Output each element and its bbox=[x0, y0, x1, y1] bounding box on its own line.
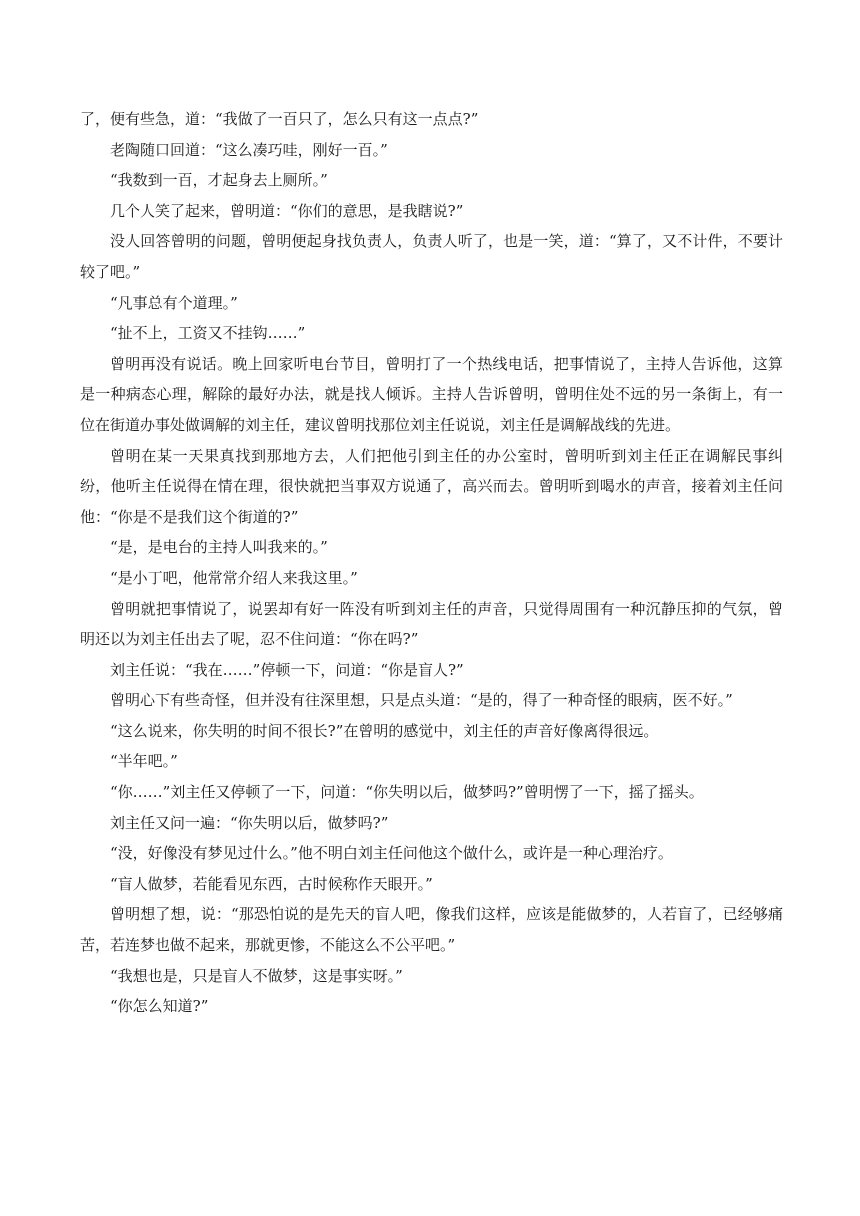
paragraph: 曾明就把事情说了，说罢却有好一阵没有听到刘主任的声音，只觉得周围有一种沉静压抑的气氛，曾明还以为刘主任出去了呢，忍不住问道：“你在吗?” bbox=[80, 599, 783, 649]
paragraph: “我想也是，只是盲人不做梦，这是事实呀。” bbox=[110, 966, 403, 985]
story-text bbox=[80, 104, 783, 1022]
paragraph: “盲人做梦，若能看见东西，古时候称作天眼开。” bbox=[110, 874, 433, 893]
paragraph: 几个人笑了起来，曾明道：“你们的意思，是我瞎说?” bbox=[110, 201, 464, 220]
paragraph: 曾明再没有说话。晚上回家听电台节目，曾明打了一个热线电话，把事情说了，主持人告诉他，这算是一种病态心理，解除的最好办法，就是找人倾诉。主持人告诉曾明，曾明住处不远的另一条街上，有一位在街道办事处做调解的刘主任，建议曾明找那位刘主任说说，刘主任是调解战线的先进。 bbox=[80, 354, 783, 434]
paragraph: “你怎么知道?” bbox=[110, 997, 209, 1016]
paragraph: 曾明心下有些奇怪，但并没有往深里想，只是点头道：“是的，得了一种奇怪的眼病，医不好。” bbox=[110, 691, 733, 710]
paragraph: “是，是电台的主持人叫我来的。” bbox=[110, 538, 328, 557]
paragraph: 刘主任说：“我在……”停顿一下，问道：“你是盲人?” bbox=[110, 660, 464, 679]
paragraph: 曾明想了想，说：“那恐怕说的是先天的盲人吧，像我们这样，应该是能做梦的，人若盲了，已经够痛苦，若连梦也做不起来，那就更惨，不能这么不公平吧。” bbox=[80, 905, 783, 955]
paragraph: “是小丁吧，他常常介绍人来我这里。” bbox=[110, 568, 358, 587]
paragraph: “扯不上，工资又不挂钩……” bbox=[110, 324, 306, 343]
paragraph: 老陶随口回道：“这么凑巧哇，刚好一百。” bbox=[110, 140, 388, 159]
paragraph: 没人回答曾明的问题，曾明便起身找负责人，负责人听了，也是一笑，道：“算了，又不计件，不要计较了吧。” bbox=[80, 232, 783, 281]
paragraph: 了，便有些急，道：“我做了一百只了，怎么只有这一点点?” bbox=[80, 110, 479, 128]
paragraph: “凡事总有个道理。” bbox=[110, 293, 238, 312]
paragraph: “你……”刘主任又停顿了一下，问道：“你失明以后，做梦吗?”曾明愣了一下，摇了摇头。 bbox=[110, 783, 704, 802]
paragraph: 曾明在某一天果真找到那地方去，人们把他引到主任的办公室时，曾明听到刘主任正在调解民事纠纷，他听主任说得在情在理，很快就把当事双方说通了，高兴而去。曾明听到喝水的声音，接着刘主任问他：“你是不是我们这个街道的?” bbox=[80, 446, 783, 526]
paragraph: “这么说来，你失明的时间不很长?”在曾明的感觉中，刘主任的声音好像离得很远。 bbox=[110, 721, 659, 740]
paragraph: 刘主任又问一遍：“你失明以后，做梦吗?” bbox=[110, 813, 389, 832]
paragraph: “半年吧。” bbox=[110, 752, 178, 771]
paragraph: “没，好像没有梦见过什么。”他不明白刘主任问他这个做什么，或许是一种心理治疗。 bbox=[110, 844, 673, 863]
paragraph: “我数到一百，才起身去上厕所。” bbox=[110, 171, 328, 190]
